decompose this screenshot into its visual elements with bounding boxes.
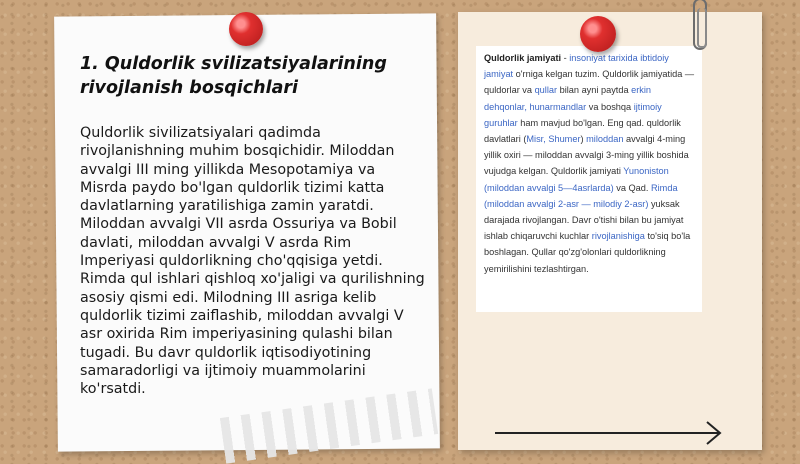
body-paragraph: Quldorlik sivilizatsiyalari qadimda rivojlanishning muhim bosqichidir. Miloddan avvalgi III ming yillikda Mesopotamiya va Misrda paydo bo'lgan quldorlik tizimi katta davlatlarning yaratilishiga zamin yaratdi. Miloddan avvalgi VII asrda Ossuriya va Bobil davlati, miloddan avvalgi V asrda Rim Imperiyasi quldorlikning cho'qqisiga yetdi. Rimda qul ishlari qishloq xo'jaligi va qurilishning asosiy qismi edi. Milodning III asriga kelib quldorlik tizimi zaiflashib, miloddan avvalgi V asr oxirida Rim imperiyasining qulashi bilan tugadi. Bu davr quldorlik iqtisodiyotining samaradorligi va ijtimoiy muammolarini ko'rsatdi. — [80, 125, 425, 398]
snippet-link[interactable]: erkin dehqonlar, hunarmandlar — [484, 85, 652, 112]
snippet-text: yuksak darajada rivojlangan. Davr o'tishi bilan bu jamiyat ishlab chiqaruvchi kuchlar — [484, 198, 684, 242]
snippet-text: to'siq bo'la boshlagan. Qullar qo'zg'olonlari quldorlikning yemirilishini tezlashtirgan. — [484, 231, 691, 274]
wiki-snippet — [484, 50, 696, 277]
snippet-link[interactable]: rivojlanishiga — [591, 231, 645, 242]
snippet-link[interactable]: Misr, Shumer — [526, 134, 581, 145]
snippet-text: va boshqa — [586, 101, 634, 112]
snippet-link[interactable]: miloddan — [586, 134, 624, 145]
snippet-link[interactable]: qullar — [534, 85, 558, 96]
snippet-text: bilan ayni paytda — [557, 85, 632, 96]
page-title: 1. Quldorlik svilizatsiyalarining rivojlanish bosqichlari — [80, 54, 387, 98]
snippet-link[interactable]: Rimda (miloddan avvalgi 2-asr — milodiy 2-asr) — [484, 182, 678, 209]
snippet-heading: Quldorlik jamiyati — [484, 53, 562, 63]
snippet-link[interactable]: ijtimoiy guruhlar — [484, 101, 662, 128]
snippet-link[interactable]: insoniyat tarixida ibtidoiy jamiyat — [484, 53, 669, 80]
snippet-link[interactable]: Yunoniston (miloddan avvalgi 5—4asrlarda) — [484, 166, 669, 193]
red-pin-icon — [229, 12, 263, 46]
snippet-text: va Qad. — [613, 182, 651, 193]
snippet-text: ) — [580, 134, 587, 145]
snippet-text: - — [561, 53, 570, 63]
snippet-text: ham mavjud bo'lgan. Eng qad. quldorlik davlatlari ( — [484, 117, 681, 145]
snippet-text: o'rniga kelgan tuzim. Quldorlik jamiyatida — quldorlar va — [484, 69, 695, 96]
paperclip-icon — [693, 0, 707, 50]
snippet-text: avvalgi 4-ming yillik oxiri — miloddan avvalgi 3-ming yillik boshida vujudga kelgan. Quldorlik jamiyati — [484, 134, 689, 177]
arrow-right-icon — [493, 418, 723, 448]
red-pin-icon — [580, 16, 616, 52]
